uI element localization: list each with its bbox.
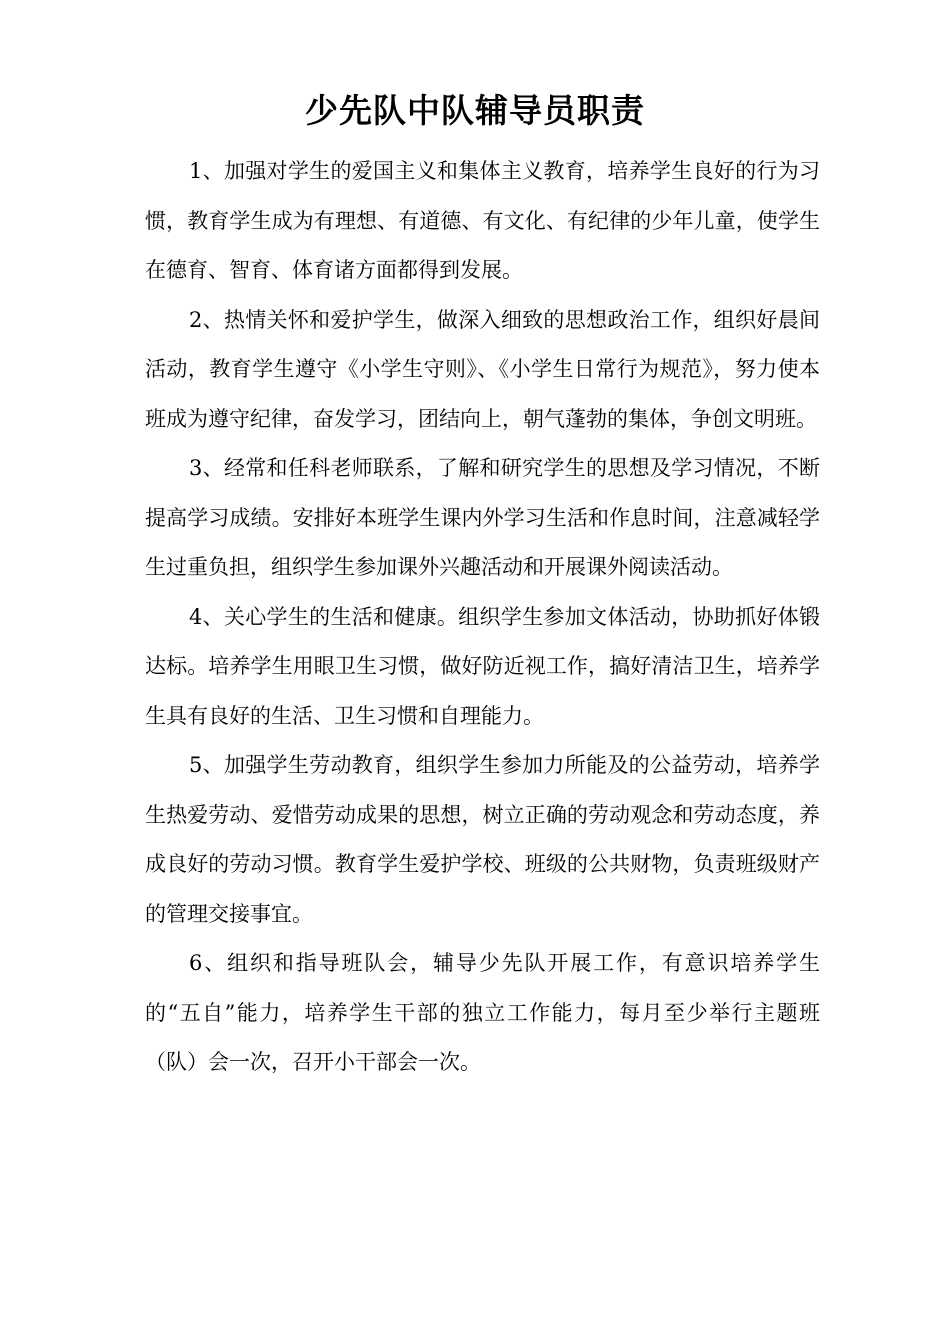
duty-paragraph-4: 4、关心学生的生活和健康。组织学生参加文体活动，协助抓好体锻达标。培养学生用眼卫生习惯，做好防近视工作，搞好清洁卫生，培养学生具有良好的生活、卫生习惯和自理能力。 — [145, 604, 820, 728]
duty-paragraph-1: 1、加强对学生的爱国主义和集体主义教育，培养学生良好的行为习惯，教育学生成为有理想、有道德、有文化、有纪律的少年儿童，使学生在德育、智育、体育诸方面都得到发展。 — [145, 159, 820, 282]
duty-paragraph-2: 2、热情关怀和爱护学生，做深入细致的思想政治工作，组织好晨间活动，教育学生遵守《小学生守则》、《小学生日常行为规范》，努力使本班成为遵守纪律，奋发学习，团结向上，朝气蓬勃的集体，争创文明班。 — [145, 307, 820, 431]
document-body — [145, 147, 820, 1088]
duty-paragraph-6: 6、组织和指导班队会，辅导少先队开展工作，有意识培养学生的“五自”能力，培养学生干部的独立工作能力，每月至少举行主题班（队）会一次，召开小干部会一次。 — [145, 951, 820, 1074]
document-title: 少先队中队辅导员职责 — [305, 91, 645, 130]
duty-paragraph-3: 3、经常和任科老师联系，了解和研究学生的思想及学习情况，不断提高学习成绩。安排好本班学生课内外学习生活和作息时间，注意减轻学生过重负担，组织学生参加课外兴趣活动和开展课外阅读活动。 — [145, 456, 820, 579]
duty-paragraph-5: 5、加强学生劳动教育，组织学生参加力所能及的公益劳动，培养学生热爱劳动、爱惜劳动成果的思想，树立正确的劳动观念和劳动态度，养成良好的劳动习惯。教育学生爱护学校、班级的公共财物，负责班级财产的管理交接事宜。 — [145, 753, 820, 926]
